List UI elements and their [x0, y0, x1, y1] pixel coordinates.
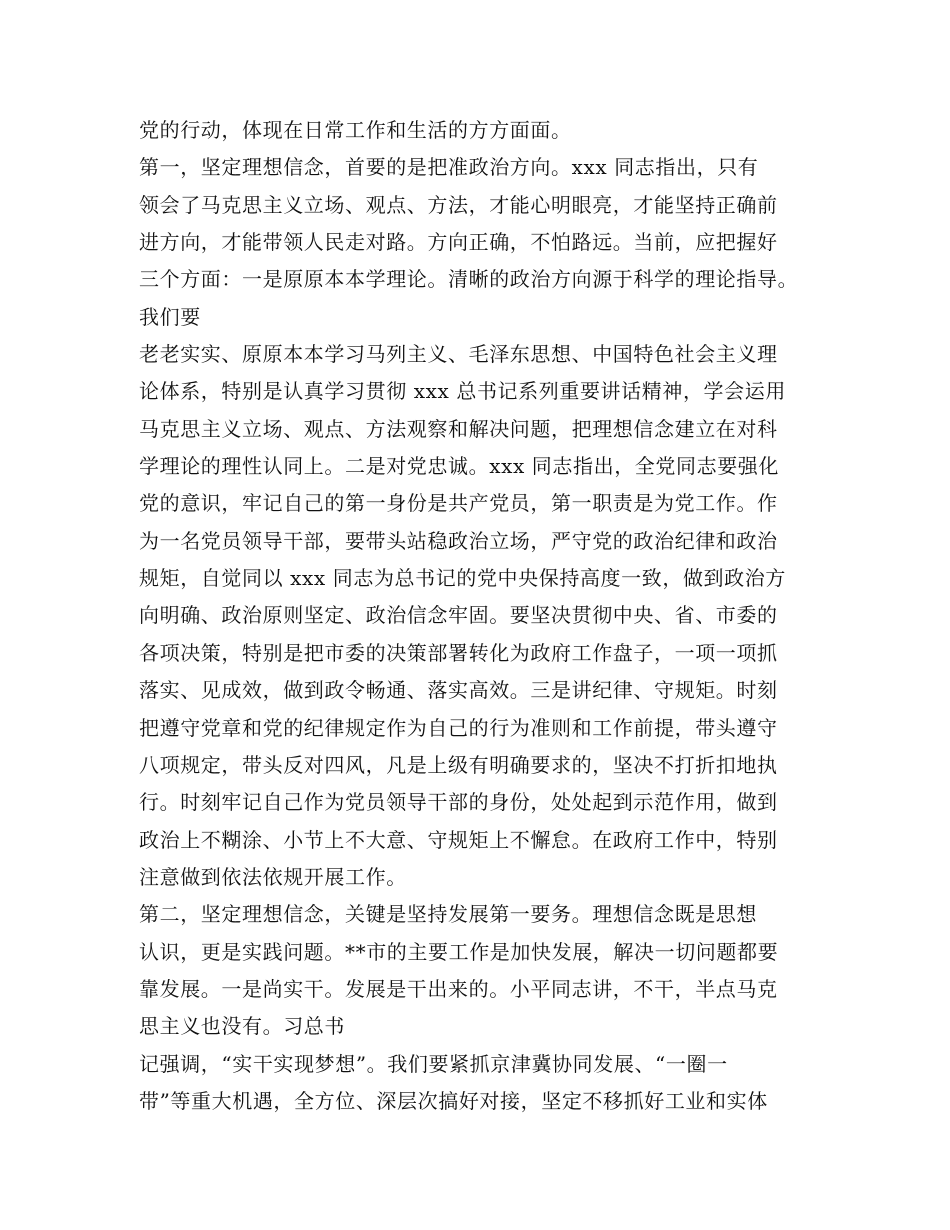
text-line: 三个方面：一是原原本本学理论。清晰的政治方向源于科学的理论指导。	[139, 267, 799, 292]
text-line: 党的行动，体现在日常工作和生活的方方面面。	[139, 118, 572, 142]
text-line: 行。时刻牢记自己作为党员领导干部的身份，处处起到示范作用，做到	[139, 790, 778, 815]
text-line: 记强调，“实干实现梦想”。我们要紧抓京津冀协同发展、“一圈一	[139, 1051, 728, 1076]
text-line: 政治上不糊涂、小节上不大意、守规矩上不懈怠。在政府工作中，特别	[139, 827, 778, 852]
text-line: 八项规定，带头反对四风，凡是上级有明确要求的，坚决不打折扣地执	[139, 752, 778, 777]
text-line: 老老实实、原原本本学习马列主义、毛泽东思想、中国特色社会主义理	[139, 342, 778, 367]
text-line: 带”等重大机遇，全方位、深层次搞好对接，坚定不移抓好工业和实体	[139, 1088, 768, 1113]
document-body	[139, 112, 839, 1120]
text-line: 第二，坚定理想信念，关键是坚持发展第一要务。理想信念既是思想	[139, 902, 757, 927]
text-line: 注意做到依法依规开展工作。	[139, 864, 407, 889]
text-line: 把遵守党章和党的纪律规定作为自己的行为准则和工作前提，带头遵守	[139, 715, 778, 740]
text-line: 第一，坚定理想信念，首要的是把准政治方向。xxx 同志指出，只有	[139, 155, 759, 180]
text-line: 规矩，自觉同以 xxx 同志为总书记的党中央保持高度一致，做到政治方	[139, 566, 786, 591]
text-line: 论体系，特别是认真学习贯彻 xxx 总书记系列重要讲话精神，学会运用	[139, 379, 786, 404]
text-line: 认识，更是实践问题。**市的主要工作是加快发展，解决一切问题都要	[139, 939, 779, 964]
text-line: 各项决策，特别是把市委的决策部署转化为政府工作盘子，一项一项抓	[139, 640, 778, 665]
text-line: 学理论的理性认同上。二是对党忠诚。xxx 同志指出，全党同志要强化	[139, 454, 779, 479]
text-line: 领会了马克思主义立场、观点、方法，才能心明眼亮，才能坚持正确前	[139, 192, 778, 217]
text-line: 落实、见成效，做到政令畅通、落实高效。三是讲纪律、守规矩。时刻	[139, 678, 778, 703]
text-line: 思主义也没有。习总书	[139, 1014, 345, 1039]
text-line: 马克思主义立场、观点、方法观察和解决问题，把理想信念建立在对科	[139, 416, 778, 441]
text-line: 党的意识，牢记自己的第一身份是共产党员，第一职责是为党工作。作	[139, 491, 778, 516]
text-line: 靠发展。一是尚实干。发展是干出来的。小平同志讲，不干，半点马克	[139, 976, 778, 1001]
text-line: 我们要	[139, 304, 201, 329]
text-line: 进方向，才能带领人民走对路。方向正确，不怕路远。当前，应把握好	[139, 230, 778, 255]
text-line: 为一名党员领导干部，要带头站稳政治立场，严守党的政治纪律和政治	[139, 528, 778, 553]
text-line: 向明确、政治原则坚定、政治信念牢固。要坚决贯彻中央、省、市委的	[139, 603, 778, 628]
